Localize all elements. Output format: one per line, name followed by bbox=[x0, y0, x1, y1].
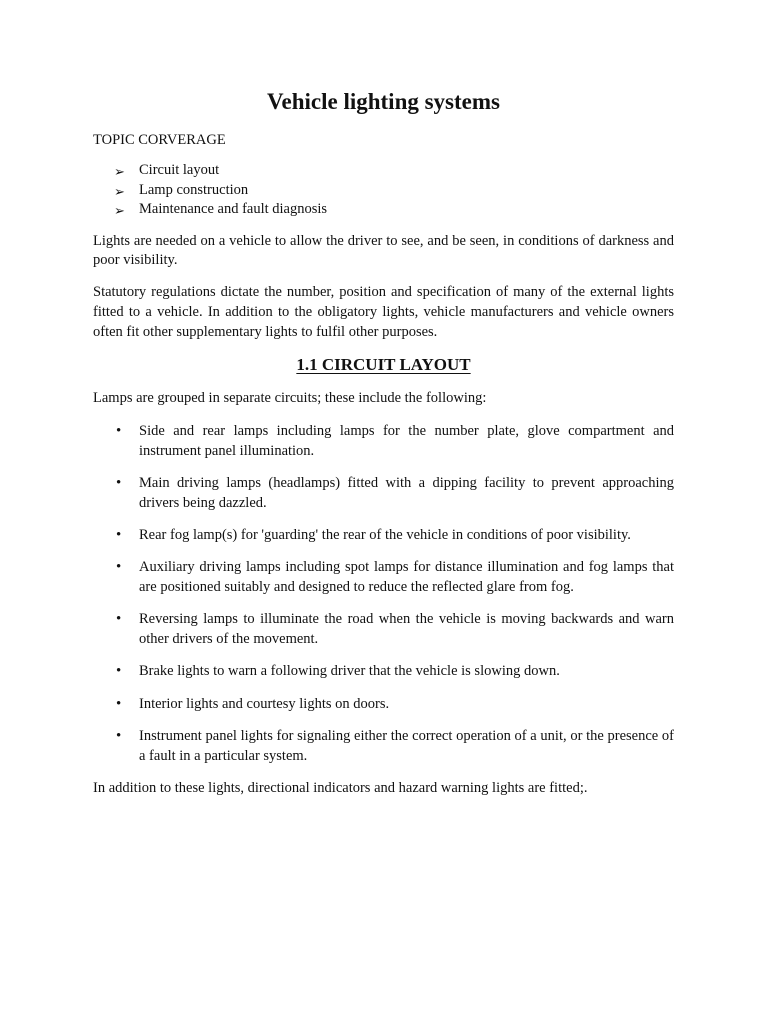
bullet-icon: • bbox=[116, 526, 122, 543]
list-item-text: Reversing lamps to illuminate the road when the vehicle is moving backwards and warn other drivers of the movement. bbox=[139, 611, 674, 648]
bullet-icon: • bbox=[116, 422, 122, 439]
bullet-icon: • bbox=[116, 695, 122, 712]
arrowhead-icon: ➢ bbox=[114, 203, 125, 218]
list-item-text: Auxiliary driving lamps including spot lamps for distance illumination and fog lamps that are positioned suitably and designed to reduce the reflected glare from fog. bbox=[139, 559, 674, 596]
list-item bbox=[93, 474, 674, 514]
list-item bbox=[93, 727, 674, 767]
list-item bbox=[93, 695, 674, 715]
topic-list bbox=[93, 161, 674, 220]
intro-paragraph: Lights are needed on a vehicle to allow the driver to see, and be seen, in conditions of darkness and poor visibility. bbox=[93, 232, 674, 269]
regulations-paragraph: Statutory regulations dictate the number, position and specification of many of the external lights fitted to a vehicle. In addition to the obligatory lights, vehicle manufacturers and vehicle owners often fit other supplementary lights to fulfil other purposes. bbox=[93, 284, 674, 340]
document-title: Vehicle lighting systems bbox=[267, 89, 500, 114]
arrowhead-icon: ➢ bbox=[114, 183, 125, 199]
list-item bbox=[93, 526, 674, 546]
section-intro: Lamps are grouped in separate circuits; these include the following: bbox=[93, 390, 487, 407]
list-item-text: Main driving lamps (headlamps) fitted with a dipping facility to prevent approaching drivers being dazzled. bbox=[139, 474, 674, 511]
list-item-text: Rear fog lamp(s) for 'guarding' the rear of the vehicle in conditions of poor visibility. bbox=[139, 526, 631, 543]
list-item bbox=[93, 662, 674, 682]
closing-paragraph: In addition to these lights, directional indicators and hazard warning lights are fitted;. bbox=[93, 779, 588, 796]
bullet-icon: • bbox=[116, 474, 122, 491]
topic-item-label: Lamp construction bbox=[139, 181, 249, 198]
circuit-list bbox=[93, 422, 674, 767]
bullet-icon: • bbox=[116, 663, 122, 680]
list-item bbox=[93, 558, 674, 598]
arrowhead-icon: ➢ bbox=[114, 164, 125, 179]
list-item-text: Interior lights and courtesy lights on doors. bbox=[139, 695, 390, 712]
bullet-icon: • bbox=[116, 728, 122, 745]
bullet-icon: • bbox=[116, 611, 122, 628]
list-item-text: Side and rear lamps including lamps for the number plate, glove compartment and instrument panel illumination. bbox=[139, 422, 674, 459]
topic-heading: TOPIC CORVERAGE bbox=[93, 132, 226, 148]
list-item-text: Brake lights to warn a following driver that the vehicle is slowing down. bbox=[139, 663, 560, 680]
section-heading: 1.1 CIRCUIT LAYOUT bbox=[296, 355, 471, 375]
bullet-icon: • bbox=[116, 559, 122, 576]
document-page bbox=[93, 86, 674, 798]
topic-item bbox=[93, 181, 674, 201]
topic-item-label: Circuit layout bbox=[139, 162, 220, 178]
list-item bbox=[93, 610, 674, 650]
topic-item-label: Maintenance and fault diagnosis bbox=[139, 201, 328, 217]
list-item-text: Instrument panel lights for signaling either the correct operation of a unit, or the presence of a fault in a particular system. bbox=[139, 728, 674, 764]
topic-item bbox=[93, 161, 674, 181]
topic-item bbox=[93, 200, 674, 220]
list-item bbox=[93, 422, 674, 462]
